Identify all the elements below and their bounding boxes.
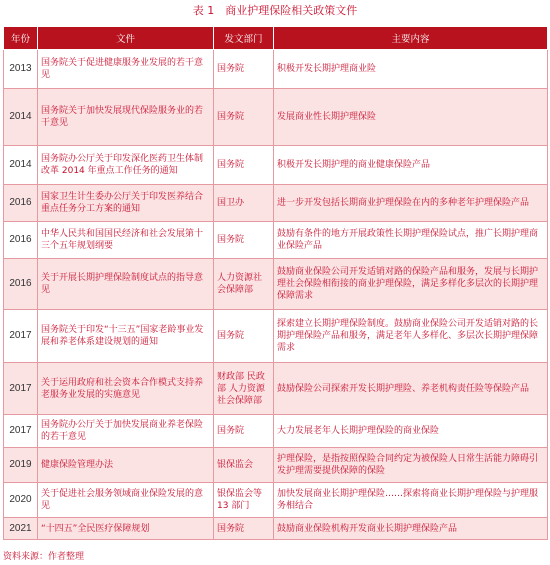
table-row [4,310,548,363]
cell-year: 2014 [4,146,38,185]
table-row [4,259,548,310]
table-row [4,363,548,415]
cell-document: 国务院关于加快发展现代保险服务业的若干意见 [38,89,214,146]
cell-department: 国务院 [214,310,274,363]
cell-document: 关于促进社会服务领域商业保险发展的意见 [38,483,214,518]
cell-document: 关于开展长期护理保险制度试点的指导意见 [38,259,214,310]
header-row [4,27,548,50]
cell-department: 银保监会 [214,448,274,483]
cell-content: 鼓励商业保险机构开发商业长期护理保险产品 [274,518,548,540]
table-row [4,89,548,146]
cell-year: 2017 [4,310,38,363]
header-year: 年份 [4,27,38,50]
table-row [4,415,548,448]
cell-department: 银保监会等 13 部门 [214,483,274,518]
cell-document: 国家卫生计生委办公厅关于印发医养结合重点任务分工方案的通知 [38,185,214,222]
cell-content: 鼓励保险公司探索开发长期护理险、养老机构责任险等保险产品 [274,363,548,415]
cell-content: 发展商业性长期护理保险 [274,89,548,146]
header-content: 主要内容 [274,27,548,50]
cell-year: 2017 [4,363,38,415]
cell-department: 国务院 [214,518,274,540]
cell-year: 2021 [4,518,38,540]
header-department: 发文部门 [214,27,274,50]
cell-document: 国务院办公厅关于加快发展商业养老保险的若干意见 [38,415,214,448]
cell-department: 国务院 [214,146,274,185]
source-note: 资料来源：作者整理 [3,552,85,562]
cell-content: 积极开发长期护理的商业健康保险产品 [274,146,548,185]
cell-year: 2013 [4,50,38,89]
cell-document: 关于运用政府和社会资本合作模式支持养老服务业发展的实施意见 [38,363,214,415]
cell-year: 2020 [4,483,38,518]
cell-document: 中华人民共和国国民经济和社会发展第十三个五年规划纲要 [38,222,214,259]
cell-content: 大力发展老年人长期护理保险的商业保险 [274,415,548,448]
cell-department: 人力资源社会保障部 [214,259,274,310]
cell-department: 财政部 民政部 人力资源社会保障部 [214,363,274,415]
header-document: 文件 [38,27,214,50]
cell-document: 健康保险管理办法 [38,448,214,483]
cell-year: 2014 [4,89,38,146]
cell-content: 探索建立长期护理保险制度。鼓励商业保险公司开发适销对路的长期护理保险产品和服务，满足老年人多样化、多层次长期护理保障需求 [274,310,548,363]
cell-content: 鼓励有条件的地方开展政策性长期护理保险试点，推广长期护理商业保险产品 [274,222,548,259]
cell-department: 国卫办 [214,185,274,222]
cell-year: 2017 [4,415,38,448]
table-row [4,483,548,518]
cell-document: 国务院关于促进健康服务业发展的若干意见 [38,50,214,89]
cell-document: 国务院关于印发“十三五”国家老龄事业发展和养老体系建设规划的通知 [38,310,214,363]
cell-document: 国务院办公厅关于印发深化医药卫生体制改革 2014 年重点工作任务的通知 [38,146,214,185]
cell-content: 护理保险，是指按照保险合同约定为被保险人日常生活能力障碍引发护理需要提供保障的保险 [274,448,548,483]
table-title: 表 1 商业护理保险相关政策文件 [192,4,358,17]
cell-department: 国务院 [214,89,274,146]
cell-content: 加快发展商业长期护理保险……探索将商业长期护理保险与护理服务相结合 [274,483,548,518]
cell-department: 国务院 [214,415,274,448]
table-row [4,185,548,222]
cell-year: 2019 [4,448,38,483]
cell-department: 国务院 [214,50,274,89]
cell-document: “十四五”全民医疗保障规划 [38,518,214,540]
cell-year: 2016 [4,185,38,222]
cell-content: 鼓励商业保险公司开发适销对路的保险产品和服务，发展与长期护理社会保险相衔接的商业护理保险，满足多样化多层次的长期护理保障需求 [274,259,548,310]
policy-table [3,26,548,540]
table-row [4,146,548,185]
cell-department: 国务院 [214,222,274,259]
table-row [4,518,548,540]
table-row [4,50,548,89]
table-row [4,448,548,483]
cell-year: 2016 [4,222,38,259]
cell-content: 进一步开发包括长期商业护理保险在内的多种老年护理保险产品 [274,185,548,222]
cell-year: 2016 [4,259,38,310]
table-row [4,222,548,259]
cell-content: 积极开发长期护理商业险 [274,50,548,89]
